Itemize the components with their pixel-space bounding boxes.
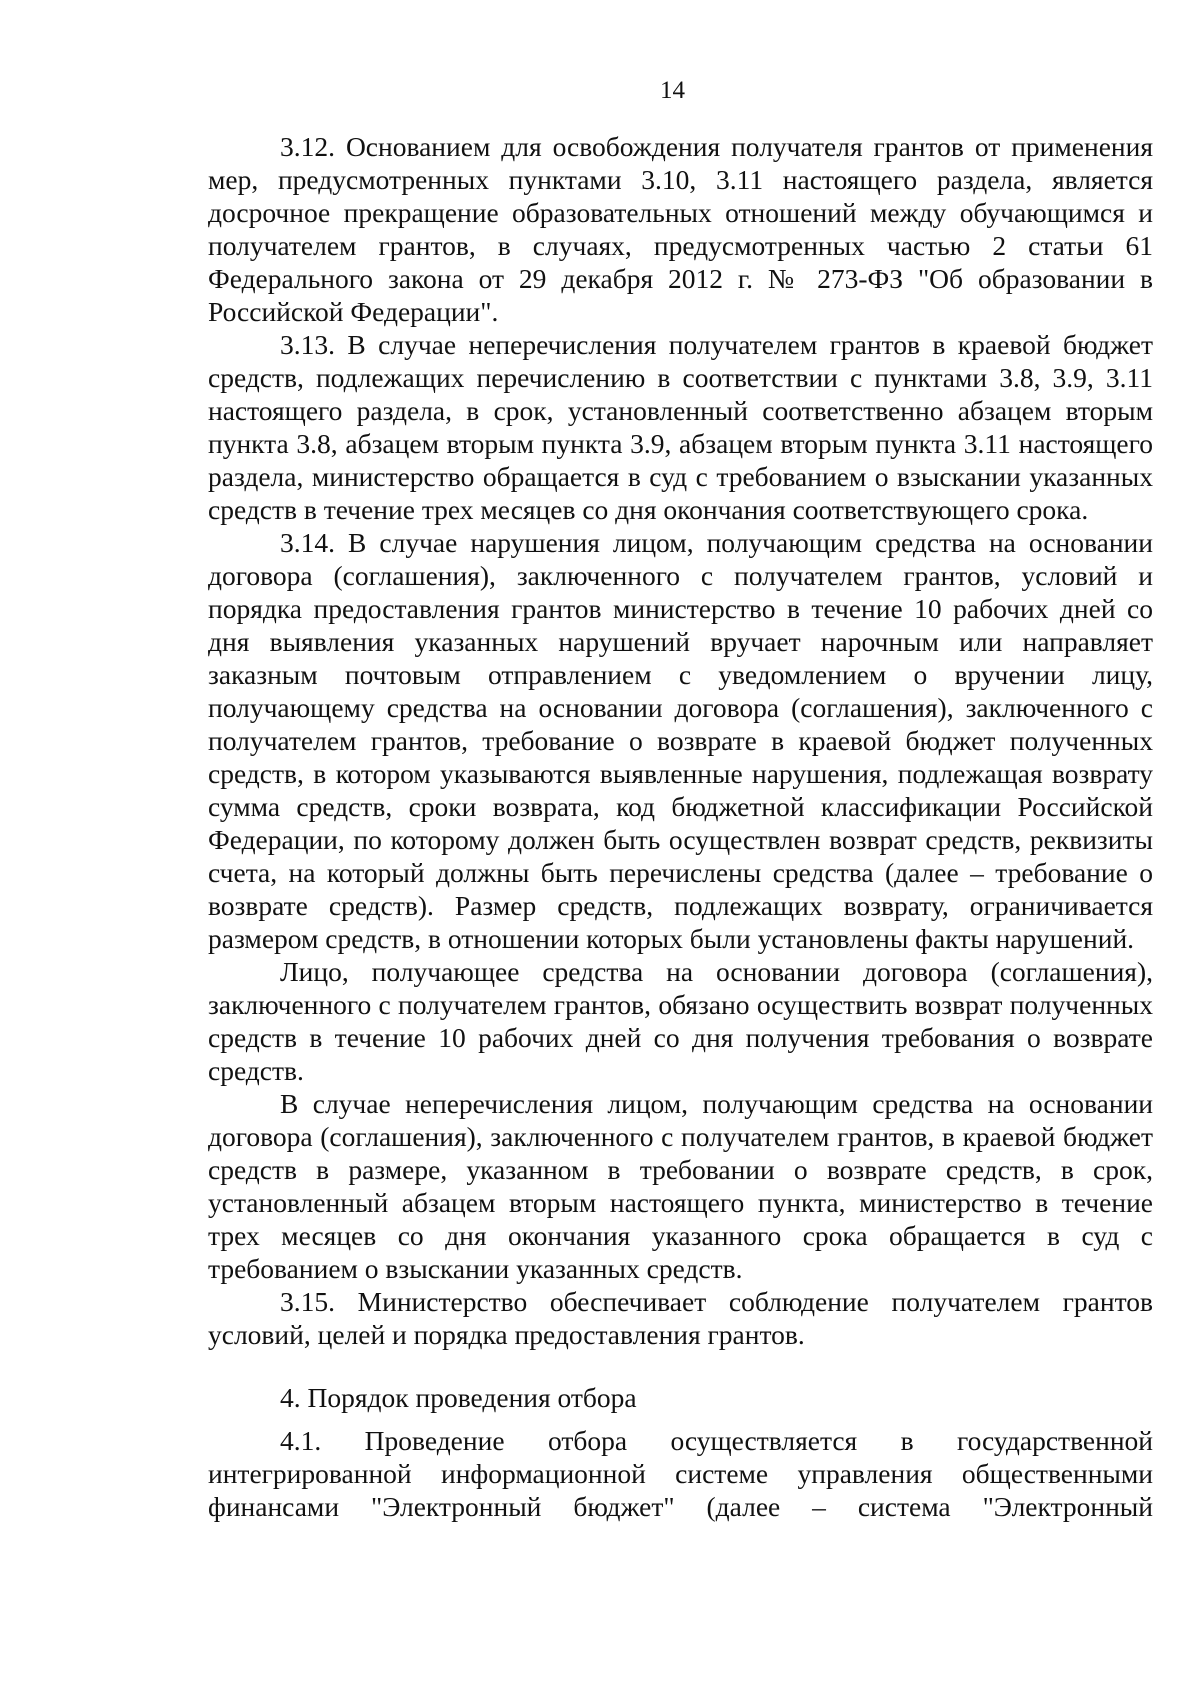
paragraph-3-14: 3.14. В случае нарушения лицом, получающим средства на основании договора (соглашения), заключенного с получателем грантов, условий и порядка предоставления грантов министерство в течение 10 рабочих дней со дня выявления указанных нарушений вручает нарочным или направляет заказным почтовым отправлением с уведомлением о вручении лицу, получающему средства на основании договора (соглашения), заключенного с получателем грантов, требование о возврате в краевой бюджет полученных средств, в котором указываются выявленные нарушения, подлежащая возврату сумма средств, сроки возврата, код бюджетной классификации Российской Федерации, по которому должен быть осуществлен возврат средств, реквизиты счета, на который должны быть перечислены средства (далее – требование о возврате средств). Размер средств, подлежащих возврату, ограничивается размером средств, в отношении которых были установлены факты нарушений.: [208, 527, 1153, 954]
section-4-heading: 4. Порядок проведения отбора: [280, 1382, 637, 1413]
document-body: [208, 130, 1153, 1523]
paragraph-3-13: 3.13. В случае неперечисления получателем грантов в краевой бюджет средств, подлежащих перечислению в соответствии с пунктами 3.8, 3.9, 3.11 настоящего раздела, в срок, установленный соответственно абзацем вторым пункта 3.8, абзацем вторым пункта 3.9, абзацем вторым пункта 3.11 настоящего раздела, министерство обращается в суд с требованием о взыскании указанных средств в течение трех месяцев со дня окончания соответствующего срока.: [208, 329, 1153, 525]
paragraph-3-15: 3.15. Министерство обеспечивает соблюдение получателем грантов условий, целей и порядка предоставления грантов.: [208, 1286, 1153, 1350]
paragraph-3-14-non-transfer: В случае неперечисления лицом, получающим средства на основании договора (соглашения), заключенного с получателем грантов, в краевой бюджет средств в размере, указанном в требовании о возврате средств, в срок, установленный абзацем вторым настоящего пункта, министерство в течение трех месяцев со дня окончания указанного срока обращается в суд с требованием о взыскании указанных средств.: [208, 1088, 1153, 1284]
page-number: 14: [660, 77, 685, 104]
paragraph-3-14-obligation: Лицо, получающее средства на основании договора (соглашения), заключенного с получателем грантов, обязано осуществить возврат полученных средств в течение 10 рабочих дней со дня получения требования о возврате средств.: [208, 956, 1153, 1086]
paragraph-3-12: 3.12. Основанием для освобождения получателя грантов от применения мер, предусмотренных пунктами 3.10, 3.11 настоящего раздела, является досрочное прекращение образовательных отношений между обучающимся и получателем грантов, в случаях, предусмотренных частью 2 статьи 61 Федерального закона от 29 декабря 2012 г. № 273-ФЗ "Об образовании в Российской Федерации".: [208, 131, 1153, 327]
paragraph-4-1: 4.1. Проведение отбора осуществляется в государственной интегрированной информационной системе управления общественными финансами "Электронный бюджет" (далее – система "Электронный: [208, 1425, 1153, 1522]
